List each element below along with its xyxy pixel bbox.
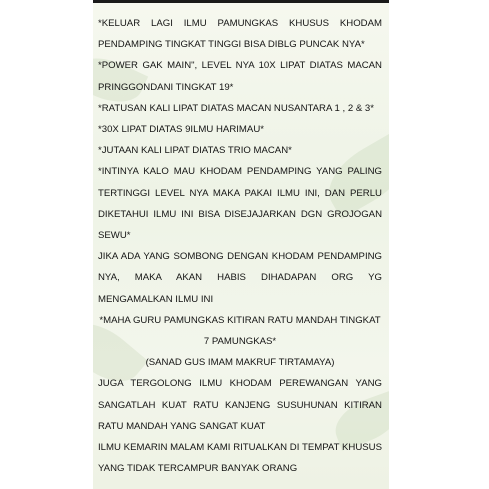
paragraph-6: *INTINYA KALO MAU KHODAM PENDAMPING YANG PALING TERTINGGI LEVEL NYA MAKA PAKAI ILMU INI, DAN PERLU DIKETAHUI ILMU INI BISA DISEJAJARKAN DGN GROJOGAN SEWU* — [98, 166, 382, 242]
status-bar-edge — [93, 0, 389, 3]
paragraph-10: JUGA TERGOLONG ILMU KHODAM PEREWANGAN YANG SANGATLAH KUAT RATU KANJENG SUSUHUNAN KITIRAN RATU MANDAH YANG SANGAT KUAT — [98, 378, 382, 432]
paragraph-3: *RATUSAN KALI LIPAT DIATAS MACAN NUSANTARA 1 , 2 & 3* — [98, 102, 374, 114]
paragraph-7: JIKA ADA YANG SOMBONG DENGAN KHODAM PENDAMPING NYA, MAKA AKAN HABIS DIHADAPAN ORG YG MENGAMALKAN ILMU INI — [98, 251, 382, 305]
message-screenshot — [93, 0, 389, 489]
paragraph-5: *JUTAAN KALI LIPAT DIATAS TRIO MACAN* — [98, 145, 292, 157]
paragraph-11: ILMU KEMARIN MALAM KAMI RITUALKAN DI TEMPAT KHUSUS YANG TIDAK TERCAMPUR BANYAK ORANG — [98, 442, 382, 475]
paragraph-8-heading: *MAHA GURU PAMUNGKAS KITIRAN RATU MANDAH TINGKAT 7 PAMUNGKAS* — [99, 314, 381, 348]
paragraph-2: *POWER GAK MAIN", LEVEL NYA 10X LIPAT DIATAS MACAN PRINGGONDANI TINGKAT 19* — [98, 60, 382, 93]
paragraph-1: *KELUAR LAGI ILMU PAMUNGKAS KHUSUS KHODAM PENDAMPING TINGKAT TINGGI BISA DIBLG PUNCAK NYA* — [98, 18, 382, 51]
message-body — [98, 13, 382, 479]
paragraph-9-sanad: (SANAD GUS IMAM MAKRUF TIRTAMAYA) — [145, 357, 335, 369]
paragraph-4: *30X LIPAT DIATAS 9ILMU HARIMAU* — [98, 124, 264, 136]
